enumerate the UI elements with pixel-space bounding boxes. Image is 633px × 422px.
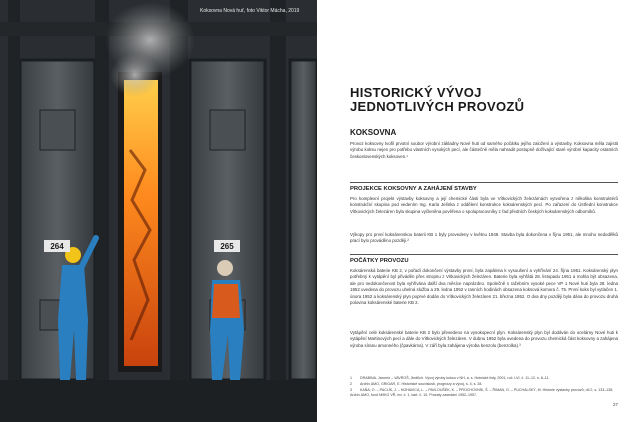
projekce-paragraph-2: Výkopy pro první koksárenskou baterii KB 1 byly provedeny v květnu 1949. Stavba byla dokončena v říjnu 1951, ale mnoho nedodělků prací bylo prováděno později.² bbox=[350, 232, 618, 244]
photo-caption: Koksovna Nová huť, foto Viktor Mácha, 2019 bbox=[200, 8, 300, 14]
oven-number-264: 264 bbox=[50, 242, 64, 251]
koksovna-paragraph: Provoz koksovny tvořil prvotní soubor výrobní základny Nové huti od samého počátku jejího založení a výstavby. Koksovna měla zajistit výrobu koksu nejen pro potřebu vlastních vysokých pecí, ale částečně měla nahradit postupně dožívající staré výrobní kapacity ostatních československých koksoven.¹ bbox=[350, 141, 618, 159]
footnote-1: 1 DRABINA, Jaromír – VAVROŠ, Jindřich. Vývoj výroby koksu v NH, a. s. Hutnické listy, 2001, roč. LVI, č. 11–12, s. 6–11. bbox=[350, 376, 550, 380]
section-divider bbox=[350, 254, 618, 255]
footnote-2: 2 Archiv AMO, GRIGAR, E. Historické souvislosti, prognózy a vývoj, s. 4, s. 28. bbox=[350, 382, 483, 386]
section-divider bbox=[350, 182, 618, 183]
page-title bbox=[350, 86, 524, 114]
page-number: 27 bbox=[612, 402, 618, 407]
section-heading-pocatky: POČÁTKY PROVOZU bbox=[350, 258, 409, 264]
section-heading-projekce: PROJEKCE KOKSOVNY A ZAHÁJENÍ STAVBY bbox=[350, 186, 477, 192]
projekce-paragraph-1: Pro komplexní projekt výstavby koksovny a její chemické části byla ve Vítkovických železárnách vytvořena z několika konstruktérů konstrukční skupina pod vedením Ing. Karla Jelínka z oddělení konstrukce koksárenských pecí. Po zařazení do Ústřední konstrukce Vítkovických železáren byla skupina vyčleněna pověřena o spolupracovníky z řad předních českých koksárenských odborníků. bbox=[350, 196, 618, 214]
oven-number-265: 265 bbox=[220, 242, 234, 251]
pocatky-paragraph-1: Koksárenská baterie KB 2, v pořadí dokončení výstavby první, byla zapálena k vysoušení a vyhřívání 24. října 1951. Koksárenský plyn potřebný k vytápění byl přiváděn přes stropnu z Vítkovických železáren. Baterie byla vyhřátá 28. listopadu 1951 a mohla být obsazena, ale pro nedokončenost byla vyhřívána další dva měsíce naprázdno. Společně s ražebním vysoké pece VP 1 Nové huti byla 28. ledna 1952 uvedena do provozu uhelná služba a 29. ledna 1952 v ranních hodinách obsazena koksová komora č. 75. První koks byl vytlačen 1. února 1952 a koksárenský plyn poprvé dodán do Vítkovických železáren 21. března 1952. O dva dny později byla dána do provozu druhá polovina koksárenské baterie KB 2. bbox=[350, 268, 618, 306]
footnote-3: 3 KAŇA, O. – PACLÍK, J. – NOHAVICA, L. – PAVLOUŠEK, K. – PROCHOVNÍK, Š. – ŘIMAN, G. – PUCHALSKÝ, M. Historie výstavby provozů, díl 2, s. 133–136; Archiv AMO, fond NHKG VŘ, inv. č. 1, kart. č. 10, Prozaty zasedání 1952–1957. bbox=[350, 388, 614, 398]
title-line-1: HISTORICKÝ VÝVOJ bbox=[350, 85, 482, 100]
title-line-2: JEDNOTLIVÝCH PROVOZŮ bbox=[350, 99, 525, 114]
text-page bbox=[350, 0, 618, 422]
pocatky-paragraph-2: Vytápění celé koksárenské baterie KB 2 bylo převedeno na vysokopecní plyn. Koksárenský plyn byl dodáván do ocelárny Nové huti k vytápění Martinových pecí a dále do Vítkovických železáren. V dubnu 1952 byla uvedena do provozu chemická část koksovny a zahájena výroba síranu amonného (čpavkárna). V září byla zahájena výroba benzolu (benzolka).³ bbox=[350, 330, 618, 348]
section-heading-koksovna: KOKSOVNA bbox=[350, 128, 397, 137]
